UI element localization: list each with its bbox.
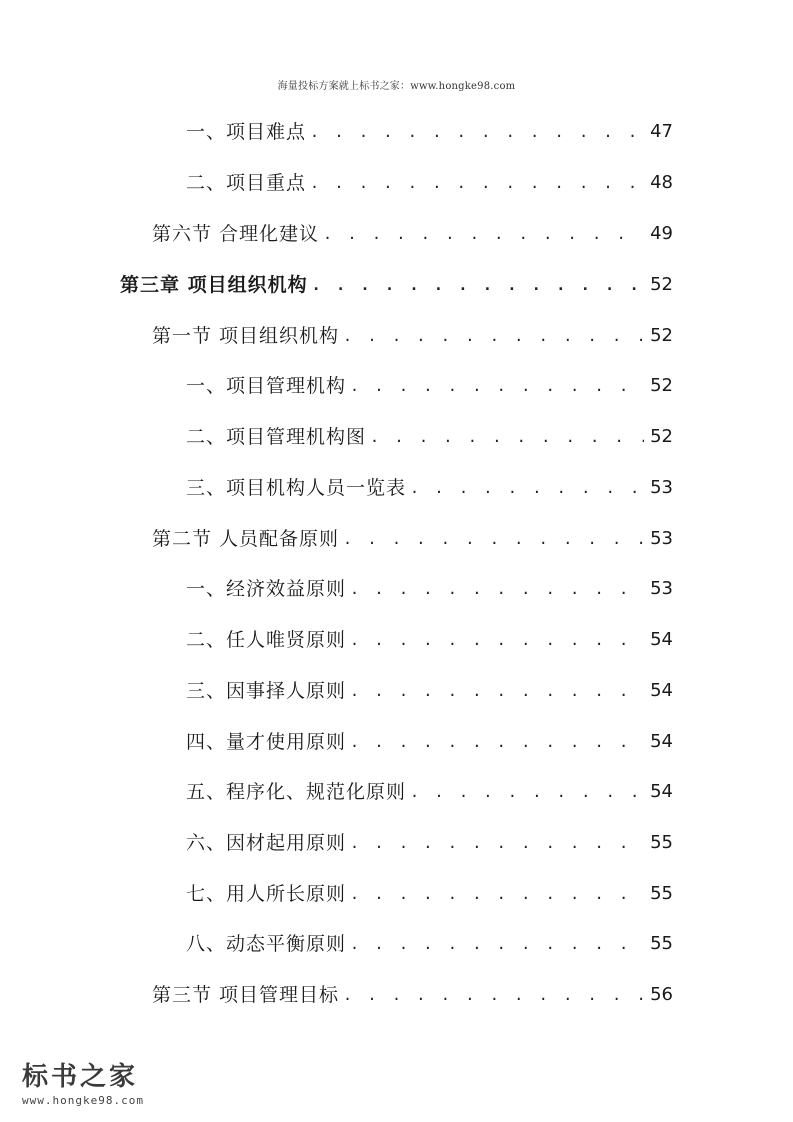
- site-logo[interactable]: [22, 1062, 162, 1107]
- toc-entry-page: 55: [650, 883, 673, 904]
- toc-leader-dots: [350, 831, 644, 855]
- toc-entry-title: 四、量才使用原则: [186, 731, 347, 753]
- toc-entry-page: 53: [650, 528, 673, 549]
- toc-leader-dots: [343, 324, 644, 348]
- toc-entry[interactable]: [152, 521, 673, 551]
- toc-entry[interactable]: [186, 774, 673, 804]
- toc-entry-title: 八、动态平衡原则: [186, 933, 347, 955]
- toc-entry-page: 55: [650, 933, 673, 954]
- toc-entry-page: 56: [650, 984, 673, 1005]
- toc-entry-title: 七、用人所长原则: [186, 883, 347, 905]
- toc-leader-dots: [350, 628, 644, 652]
- toc-entry-page: 53: [650, 477, 673, 498]
- toc-entry[interactable]: [152, 216, 673, 246]
- toc-leader-dots: [370, 425, 644, 449]
- toc-entry-page: 55: [650, 832, 673, 853]
- toc-entry-page: 54: [650, 629, 673, 650]
- toc-entry-page: 54: [650, 781, 673, 802]
- toc-entry-page: 47: [650, 121, 673, 142]
- toc-entry-page: 54: [650, 680, 673, 701]
- toc-entry[interactable]: [186, 673, 673, 703]
- toc-entry-title: 二、项目重点: [186, 172, 307, 194]
- toc-entry-title: 第一节 项目组织机构: [152, 325, 340, 347]
- toc-entry[interactable]: [186, 622, 673, 652]
- toc-entry[interactable]: [186, 825, 673, 855]
- toc-entry[interactable]: [186, 368, 673, 398]
- toc-entry-title: 六、因材起用原则: [186, 832, 347, 854]
- toc-entry-title: 二、任人唯贤原则: [186, 629, 347, 651]
- toc-leader-dots: [350, 679, 644, 703]
- page-header: 海量投标方案就上标书之家：www.hongke98.com: [277, 81, 516, 92]
- toc-entry-title: 二、项目管理机构图: [186, 426, 367, 448]
- toc-leader-dots: [350, 730, 644, 754]
- toc-leader-dots: [350, 374, 644, 398]
- toc-entry-title: 三、项目机构人员一览表: [186, 477, 407, 499]
- toc-entry[interactable]: [186, 114, 673, 144]
- toc-entry[interactable]: [186, 724, 673, 754]
- toc-entry[interactable]: [152, 977, 673, 1007]
- toc-entry[interactable]: [186, 571, 673, 601]
- logo-wordmark: 标书之家: [22, 1062, 139, 1092]
- toc-entry[interactable]: [186, 470, 673, 500]
- toc-entry-page: 49: [650, 223, 673, 244]
- toc-entry-title: 三、因事择人原则: [186, 680, 347, 702]
- toc-entry-page: 48: [650, 172, 673, 193]
- toc-leader-dots: [350, 882, 644, 906]
- toc-entry[interactable]: [152, 318, 673, 348]
- toc-leader-dots: [350, 577, 644, 601]
- toc-entry-page: 54: [650, 731, 673, 752]
- toc-entry[interactable]: [120, 267, 673, 297]
- toc-entry-page: 52: [650, 325, 673, 346]
- toc-entry[interactable]: [186, 926, 673, 956]
- toc-entry-page: 52: [650, 426, 673, 447]
- toc-entry-title: 一、经济效益原则: [186, 578, 347, 600]
- toc-entry-page: 53: [650, 578, 673, 599]
- toc-entry-title: 第六节 合理化建议: [152, 223, 320, 245]
- toc-leader-dots: [350, 932, 644, 956]
- toc-entry[interactable]: [186, 876, 673, 906]
- toc-leader-dots: [310, 171, 644, 195]
- toc-leader-dots: [343, 527, 644, 551]
- toc-leader-dots: [343, 983, 644, 1007]
- toc-entry-title: 第三节 项目管理目标: [152, 984, 340, 1006]
- toc-leader-dots: [410, 780, 644, 804]
- toc-leader-dots: [410, 476, 644, 500]
- toc-leader-dots: [310, 120, 644, 144]
- toc-leader-dots: [323, 222, 644, 246]
- toc-entry-title: 一、项目难点: [186, 121, 307, 143]
- toc-entry-page: 52: [650, 375, 673, 396]
- toc-entry-title: 第三章 项目组织机构: [120, 274, 308, 296]
- toc-entry-title: 第二节 人员配备原则: [152, 528, 340, 550]
- toc-leader-dots: [312, 273, 644, 297]
- toc-entry[interactable]: [186, 165, 673, 195]
- logo-url: www.hongke98.com: [22, 1094, 144, 1107]
- toc-entry-title: 五、程序化、规范化原则: [186, 781, 407, 803]
- toc-entry-title: 一、项目管理机构: [186, 375, 347, 397]
- toc-entry-page: 52: [650, 274, 673, 295]
- toc-entry[interactable]: [186, 419, 673, 449]
